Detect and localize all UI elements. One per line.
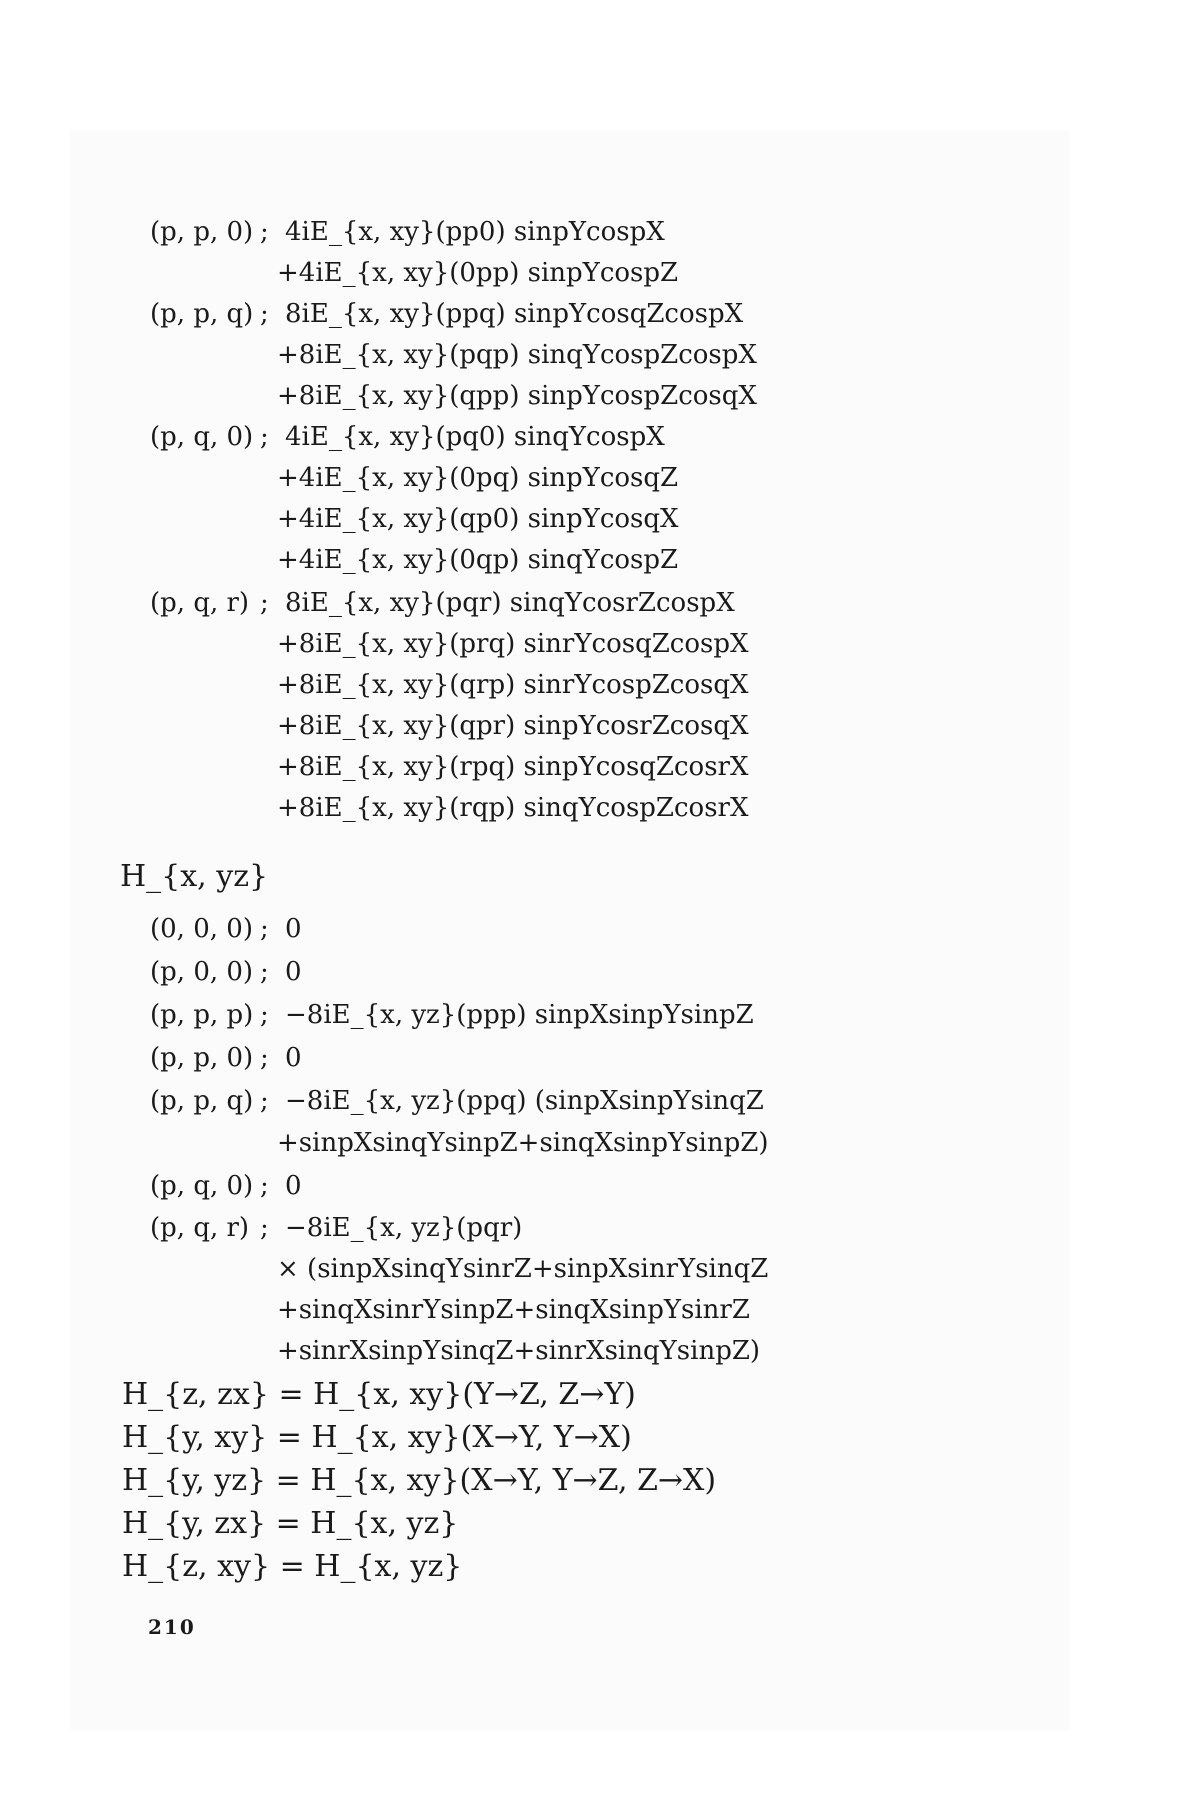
equation-term: 0 [285, 1043, 302, 1073]
equation-term: 0 [285, 1171, 302, 1201]
symmetry-relation: H_{z, xy} = H_{x, yz} [122, 1549, 463, 1584]
equation-term: × (sinpXsinqYsinrZ+sinpXsinrYsinqZ [277, 1254, 769, 1284]
wavevector-tag: (p, p, p) [150, 1000, 254, 1030]
wavevector-tag: (p, q, 0) [150, 1171, 254, 1201]
equation-term: +8iE_{x, xy}(qpr) sinpYcosrZcosqX [277, 711, 749, 741]
wavevector-tag: (p, p, q) [150, 1086, 254, 1116]
wavevector-tag: (p, 0, 0) [150, 957, 254, 987]
symmetry-relation: H_{y, yz} = H_{x, xy}(X→Y, Y→Z, Z→X) [122, 1463, 717, 1498]
equation-term: +8iE_{x, xy}(qpp) sinpYcospZcosqX [277, 381, 757, 411]
equation-term: +sinqXsinrYsinpZ+sinqXsinpYsinrZ [277, 1295, 750, 1325]
separator: ; [260, 957, 269, 987]
section-header: H_{x, yz} [120, 859, 269, 894]
separator: ; [260, 1213, 269, 1243]
equation-term: +8iE_{x, xy}(rpq) sinpYcosqZcosrX [277, 752, 749, 782]
equation-term: +4iE_{x, xy}(0pq) sinpYcosqZ [277, 463, 679, 493]
equation-term: +8iE_{x, xy}(rqp) sinqYcospZcosrX [277, 793, 749, 823]
equation-term: 4iE_{x, xy}(pq0) sinqYcospX [285, 422, 665, 452]
equation-term: 0 [285, 957, 302, 987]
separator: ; [260, 422, 269, 452]
equation-term: +8iE_{x, xy}(prq) sinrYcosqZcospX [277, 629, 749, 659]
wavevector-tag: (p, p, q) [150, 299, 254, 329]
symmetry-relation: H_{y, xy} = H_{x, xy}(X→Y, Y→X) [122, 1420, 632, 1455]
equation-term: +8iE_{x, xy}(qrp) sinrYcospZcosqX [277, 670, 749, 700]
equation-term: +4iE_{x, xy}(qp0) sinpYcosqX [277, 504, 679, 534]
wavevector-tag: (p, q, r) [150, 1213, 250, 1243]
symmetry-relation: H_{z, zx} = H_{x, xy}(Y→Z, Z→Y) [122, 1377, 636, 1412]
separator: ; [260, 299, 269, 329]
wavevector-tag: (p, p, 0) [150, 1043, 254, 1073]
separator: ; [260, 1171, 269, 1201]
separator: ; [260, 914, 269, 944]
wavevector-tag: (p, p, 0) [150, 217, 254, 247]
symmetry-relation: H_{y, zx} = H_{x, yz} [122, 1506, 459, 1541]
equation-term: 8iE_{x, xy}(ppq) sinpYcosqZcospX [285, 299, 744, 329]
separator: ; [260, 217, 269, 247]
wavevector-tag: (0, 0, 0) [150, 914, 253, 944]
separator: ; [260, 1043, 269, 1073]
separator: ; [260, 1086, 269, 1116]
separator: ; [260, 1000, 269, 1030]
equation-term: +4iE_{x, xy}(0pp) sinpYcospZ [277, 258, 679, 288]
page-number: 210 [148, 1615, 196, 1639]
equation-term: 0 [285, 914, 302, 944]
equation-term: +8iE_{x, xy}(pqp) sinqYcospZcospX [277, 340, 757, 370]
equation-term: 8iE_{x, xy}(pqr) sinqYcosrZcospX [285, 588, 735, 618]
equation-term: +4iE_{x, xy}(0qp) sinqYcospZ [277, 545, 679, 575]
separator: ; [260, 588, 269, 618]
equation-term: +sinpXsinqYsinpZ+sinqXsinpYsinpZ) [277, 1128, 769, 1158]
equation-term: −8iE_{x, yz}(ppp) sinpXsinpYsinpZ [285, 1000, 754, 1030]
equation-term: 4iE_{x, xy}(pp0) sinpYcospX [285, 217, 665, 247]
equation-term: −8iE_{x, yz}(ppq) (sinpXsinpYsinqZ [285, 1086, 764, 1116]
wavevector-tag: (p, q, r) [150, 588, 250, 618]
equation-term: +sinrXsinpYsinqZ+sinrXsinqYsinpZ) [277, 1336, 761, 1366]
equation-term: −8iE_{x, yz}(pqr) [285, 1213, 523, 1243]
wavevector-tag: (p, q, 0) [150, 422, 254, 452]
